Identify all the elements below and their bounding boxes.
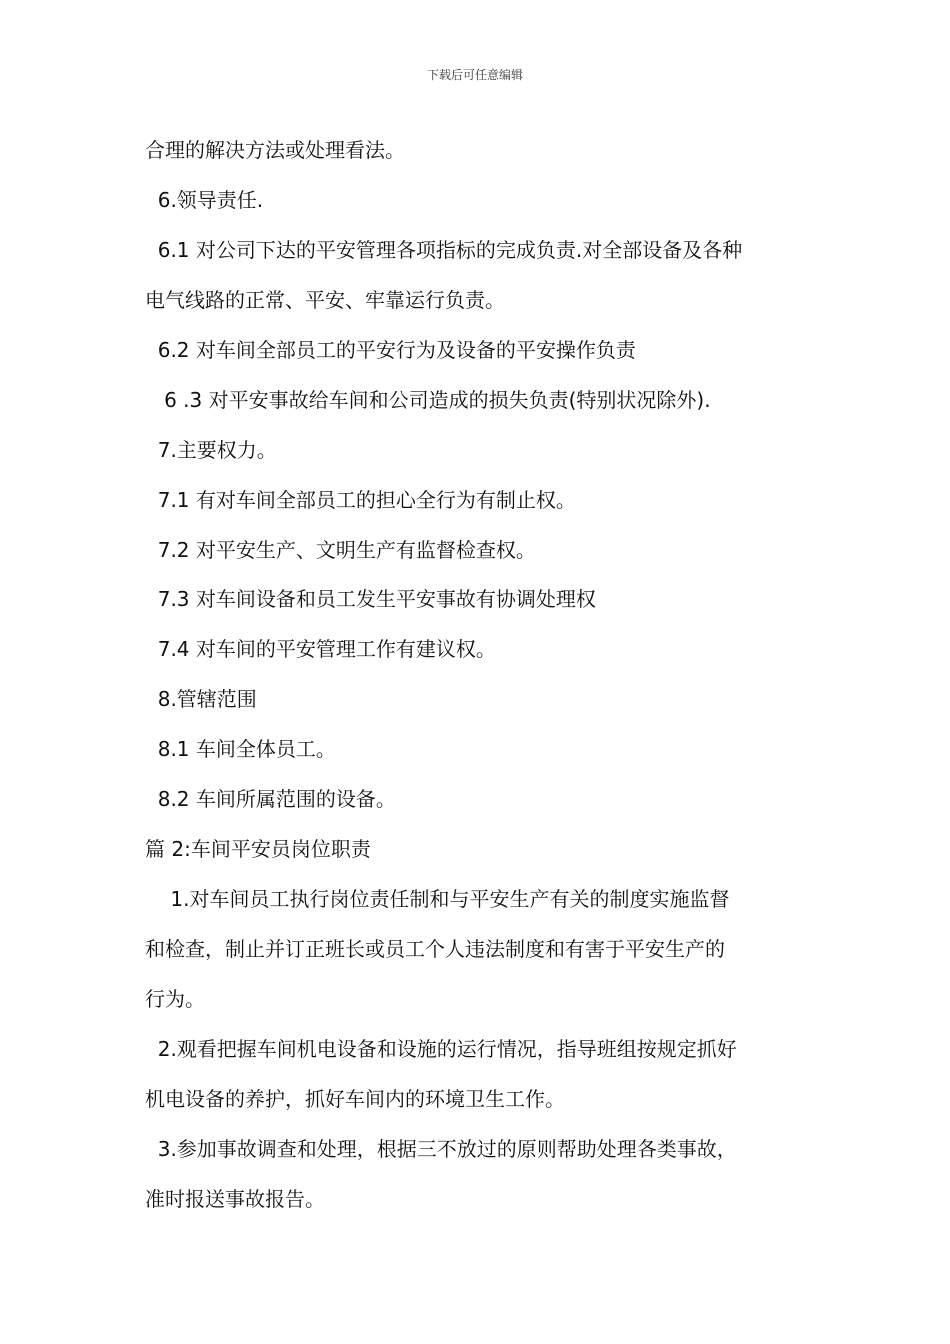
text-line: 电气线路的正常、平安、牢靠运行负责。: [145, 288, 505, 312]
text-line: 6.1 对公司下达的平安管理各项指标的完成负责.对全部设备及各种: [145, 238, 743, 262]
text-line: 2.观看把握车间机电设备和设施的运行情况，指导班组按规定抓好: [145, 1037, 737, 1061]
text-line: 1.对车间员工执行岗位责任制和与平安生产有关的制度实施监督: [145, 887, 730, 911]
text-line: 7.2 对平安生产、文明生产有监督检查权。: [145, 538, 536, 562]
text-line: 7.3 对车间设备和员工发生平安事故有协调处理权: [145, 587, 596, 611]
page-header: 下载后可任意编辑: [426, 68, 523, 82]
text-line: 合理的解决方法或处理看法。: [145, 138, 405, 162]
text-line: 6.领导责任.: [145, 188, 264, 212]
text-line: 6.2 对车间全部员工的平安行为及设备的平安操作负责: [145, 338, 636, 362]
text-line: 6 .3 对平安事故给车间和公司造成的损失负责(特别状况除外).: [145, 388, 711, 412]
text-line: 准时报送事故报告。: [145, 1187, 325, 1211]
text-line: 8.2 车间所属范围的设备。: [145, 787, 396, 811]
text-line: 和检查，制止并订正班长或员工个人违法制度和有害于平安生产的: [145, 937, 725, 961]
text-line: 8.1 车间全体员工。: [145, 737, 336, 761]
text-line: 机电设备的养护，抓好车间内的环境卫生工作。: [145, 1087, 565, 1111]
text-line: 7.4 对车间的平安管理工作有建议权。: [145, 637, 496, 661]
text-line: 3.参加事故调查和处理，根据三不放过的原则帮助处理各类事故，: [145, 1137, 737, 1161]
text-line: 行为。: [145, 987, 205, 1011]
section-heading: 篇 2:车间平安员岗位职责: [145, 837, 371, 861]
text-line: 7.1 有对车间全部员工的担心全行为有制止权。: [145, 488, 576, 512]
text-line: 7.主要权力。: [145, 438, 277, 462]
text-line: 8.管辖范围: [145, 687, 257, 711]
